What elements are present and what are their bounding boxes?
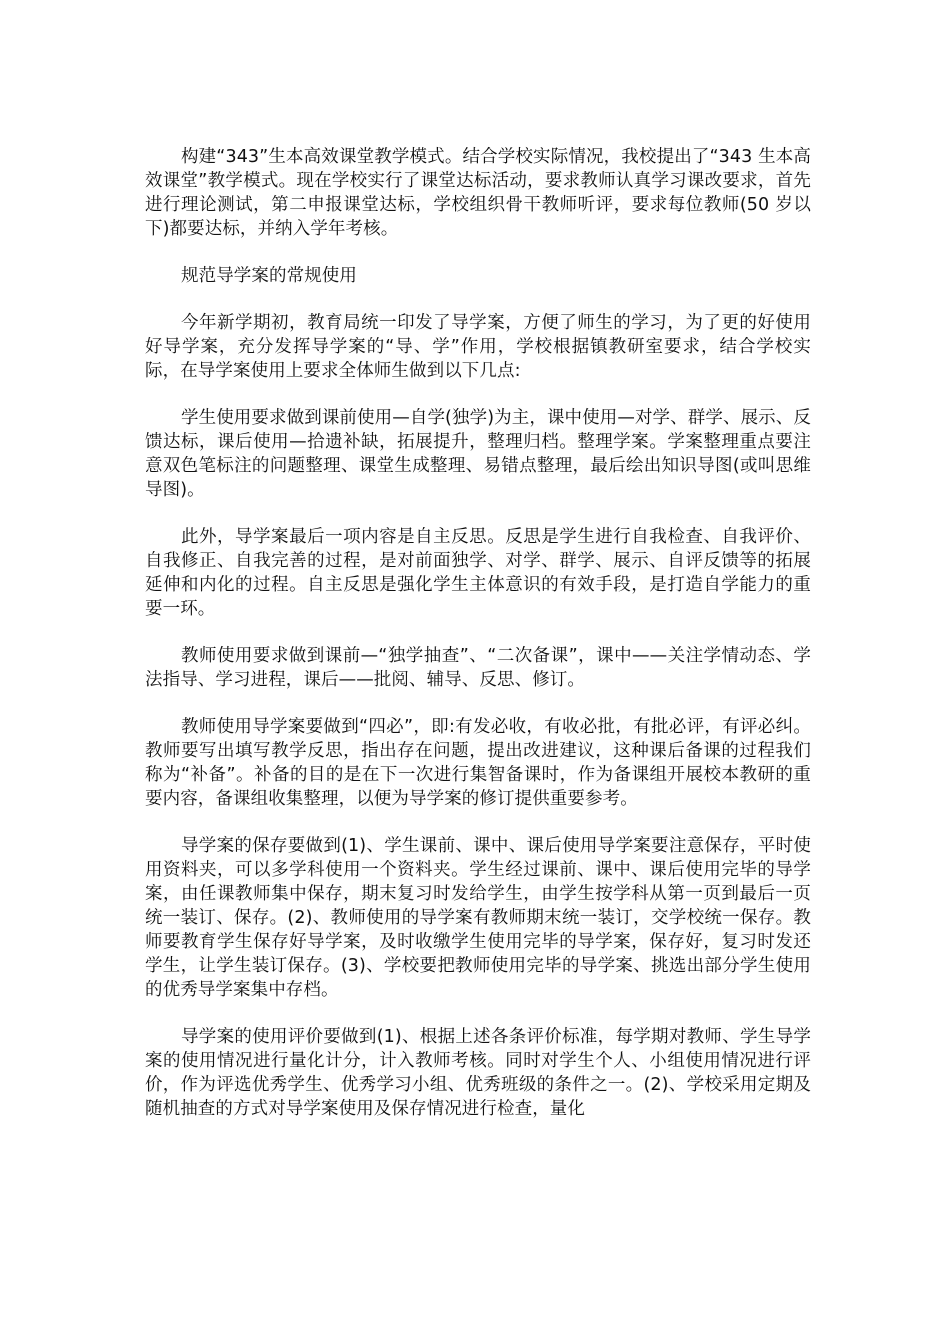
paragraph-preservation: 导学案的保存要做到(1)、学生课前、课中、课后使用导学案要注意保存，平时使用资料夹，可以多学科使用一个资料夹。学生经过课前、课中、课后使用完毕的导学案，由任课教师集中保存，期末复习时发给学生，由学生按学科从第一页到最后一页统一装订、保存。(2)、教师使用的导学案有教师期末统一装订，交学校统一保存。教师要教育学生保存好导学案，及时收缴学生使用完毕的导学案，保存好，复习时发还学生，让学生装订保存。(3)、学校要把教师使用完毕的导学案、挑选出部分学生使用的优秀导学案集中存档。 — [145, 836, 811, 1000]
paragraph-self-reflection: 此外，导学案最后一项内容是自主反思。反思是学生进行自我检查、自我评价、自我修正、自我完善的过程，是对前面独学、对学、群学、展示、自评反馈等的拓展延伸和内化的过程。自主反思是强化学生主体意识的有效手段，是打造自学能力的重要一环。 — [145, 527, 811, 619]
paragraph-343-model: 构建“343”生本高效课堂教学模式。结合学校实际情况，我校提出了“343 生本高效课堂”教学模式。现在学校实行了课堂达标活动，要求教师认真学习课改要求，首先进行理论测试，第二申报课堂达标，学校组织骨干教师听评，要求每位教师(50 岁以下)都要达标，并纳入学年考核。 — [145, 147, 811, 239]
paragraph-teacher-requirements: 教师使用要求做到课前—“独学抽查”、“二次备课”，课中——关注学情动态、学法指导、学习进程，课后——批阅、辅导、反思、修订。 — [145, 646, 811, 690]
paragraph-student-requirements: 学生使用要求做到课前使用—自学(独学)为主，课中使用—对学、群学、展示、反馈达标，课后使用—拾遗补缺，拓展提升，整理归档。整理学案。学案整理重点要注意双色笔标注的问题整理、课堂生成整理、易错点整理，最后绘出知识导图(或叫思维导图)。 — [145, 408, 811, 500]
section-heading-guide-case-usage: 规范导学案的常规使用 — [181, 266, 357, 286]
paragraph-guide-case-intro: 今年新学期初，教育局统一印发了导学案，方便了师生的学习，为了更的好使用好导学案，充分发挥导学案的“导、学”作用，学校根据镇教研室要求，结合学校实际，在导学案使用上要求全体师生做到以下几点: — [145, 313, 811, 381]
paragraph-four-musts: 教师使用导学案要做到“四必”，即:有发必收，有收必批，有批必评，有评必纠。教师要写出填写教学反思，指出存在问题，提出改进建议，这种课后备课的过程我们称为“补备”。补备的目的是在下一次进行集智备课时，作为备课组开展校本教研的重要内容，备课组收集整理，以便为导学案的修订提供重要参考。 — [145, 717, 811, 809]
paragraph-evaluation: 导学案的使用评价要做到(1)、根据上述各条评价标准，每学期对教师、学生导学案的使用情况进行量化计分，计入教师考核。同时对学生个人、小组使用情况进行评价，作为评选优秀学生、优秀学习小组、优秀班级的条件之一。(2)、学校采用定期及随机抽查的方式对导学案使用及保存情况进行检查，量化 — [145, 1027, 811, 1119]
document-page — [145, 145, 811, 1144]
